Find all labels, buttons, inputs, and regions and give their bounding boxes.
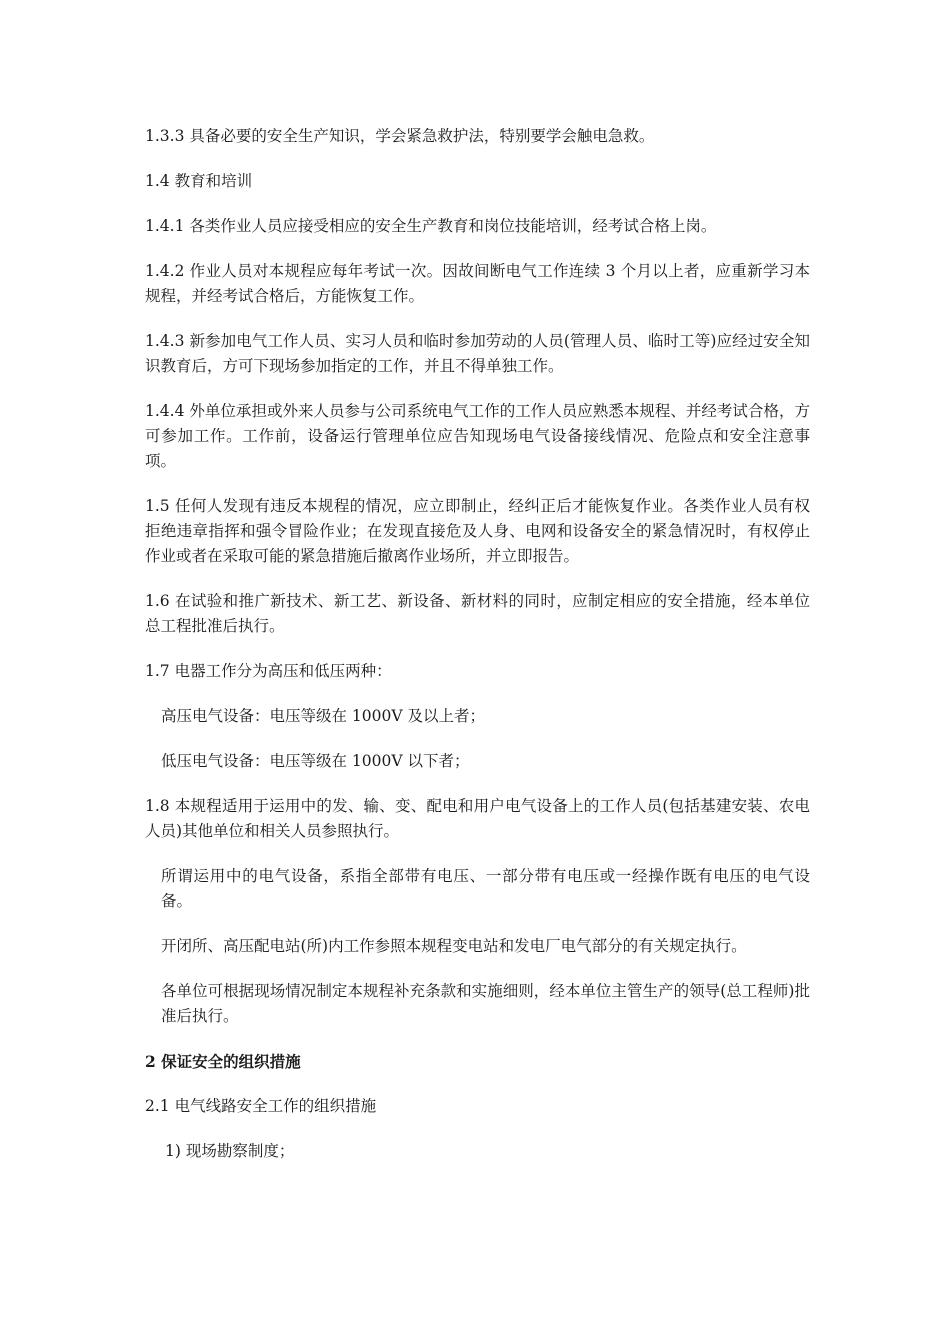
paragraph-low-voltage: 低压电气设备：电压等级在 1000V 以下者；: [161, 752, 470, 770]
paragraph-1-4-4: 1.4.4 外单位承担或外来人员参与公司系统电气工作的工作人员应熟悉本规程、并经考试合格，方可参加工作。工作前，设备运行管理单位应告知现场电气设备接线情况、危险点和安全注意事项。: [145, 402, 810, 470]
paragraph-in-use-equipment: 所谓运用中的电气设备，系指全部带有电压、一部分带有电压或一经操作既有电压的电气设备。: [161, 867, 810, 910]
paragraph-supplementary-rules: 各单位可根据现场情况制定本规程补充条款和实施细则，经本单位主管生产的领导(总工程师)批准后执行。: [161, 982, 810, 1025]
paragraph-1-4-3: 1.4.3 新参加电气工作人员、实习人员和临时参加劳动的人员(管理人员、临时工等)应经过安全知识教育后，方可下现场参加指定的工作，并且不得单独工作。: [145, 332, 810, 375]
section-heading-2: 2 保证安全的组织措施: [145, 1052, 301, 1071]
paragraph-high-voltage: 高压电气设备：电压等级在 1000V 及以上者；: [161, 707, 485, 725]
list-item-site-survey: 1) 现场勘察制度；: [165, 1142, 295, 1160]
section-heading-2-1: 2.1 电气线路安全工作的组织措施: [145, 1097, 377, 1115]
paragraph-1-7: 1.7 电器工作分为高压和低压两种：: [145, 662, 392, 680]
paragraph-1-5: 1.5 任何人发现有违反本规程的情况，应立即制止，经纠正后才能恢复作业。各类作业人员有权拒绝违章指挥和强令冒险作业；在发现直接危及人身、电网和设备安全的紧急情况时，有权停止作业或者在采取可能的紧急措施后撤离作业场所，并立即报告。: [145, 497, 810, 565]
paragraph-1-4-2: 1.4.2 作业人员对本规程应每年考试一次。因故间断电气工作连续 3 个月以上者，应重新学习本规程，并经考试合格后，方能恢复工作。: [145, 262, 810, 305]
section-heading-1-4: 1.4 教育和培训: [145, 172, 253, 190]
document-page: [145, 124, 810, 1184]
paragraph-switch-station: 开闭所、高压配电站(所)内工作参照本规程变电站和发电厂电气部分的有关规定执行。: [161, 937, 747, 955]
paragraph-1-6: 1.6 在试验和推广新技术、新工艺、新设备、新材料的同时，应制定相应的安全措施，经本单位总工程批准后执行。: [145, 592, 810, 635]
paragraph-1-8: 1.8 本规程适用于运用中的发、输、变、配电和用户电气设备上的工作人员(包括基建安装、农电人员)其他单位和相关人员参照执行。: [145, 797, 810, 840]
paragraph-1-4-1: 1.4.1 各类作业人员应接受相应的安全生产教育和岗位技能培训，经考试合格上岗。: [145, 217, 717, 235]
paragraph-1-3-3: 1.3.3 具备必要的安全生产知识，学会紧急救护法，特别要学会触电急救。: [145, 127, 655, 145]
